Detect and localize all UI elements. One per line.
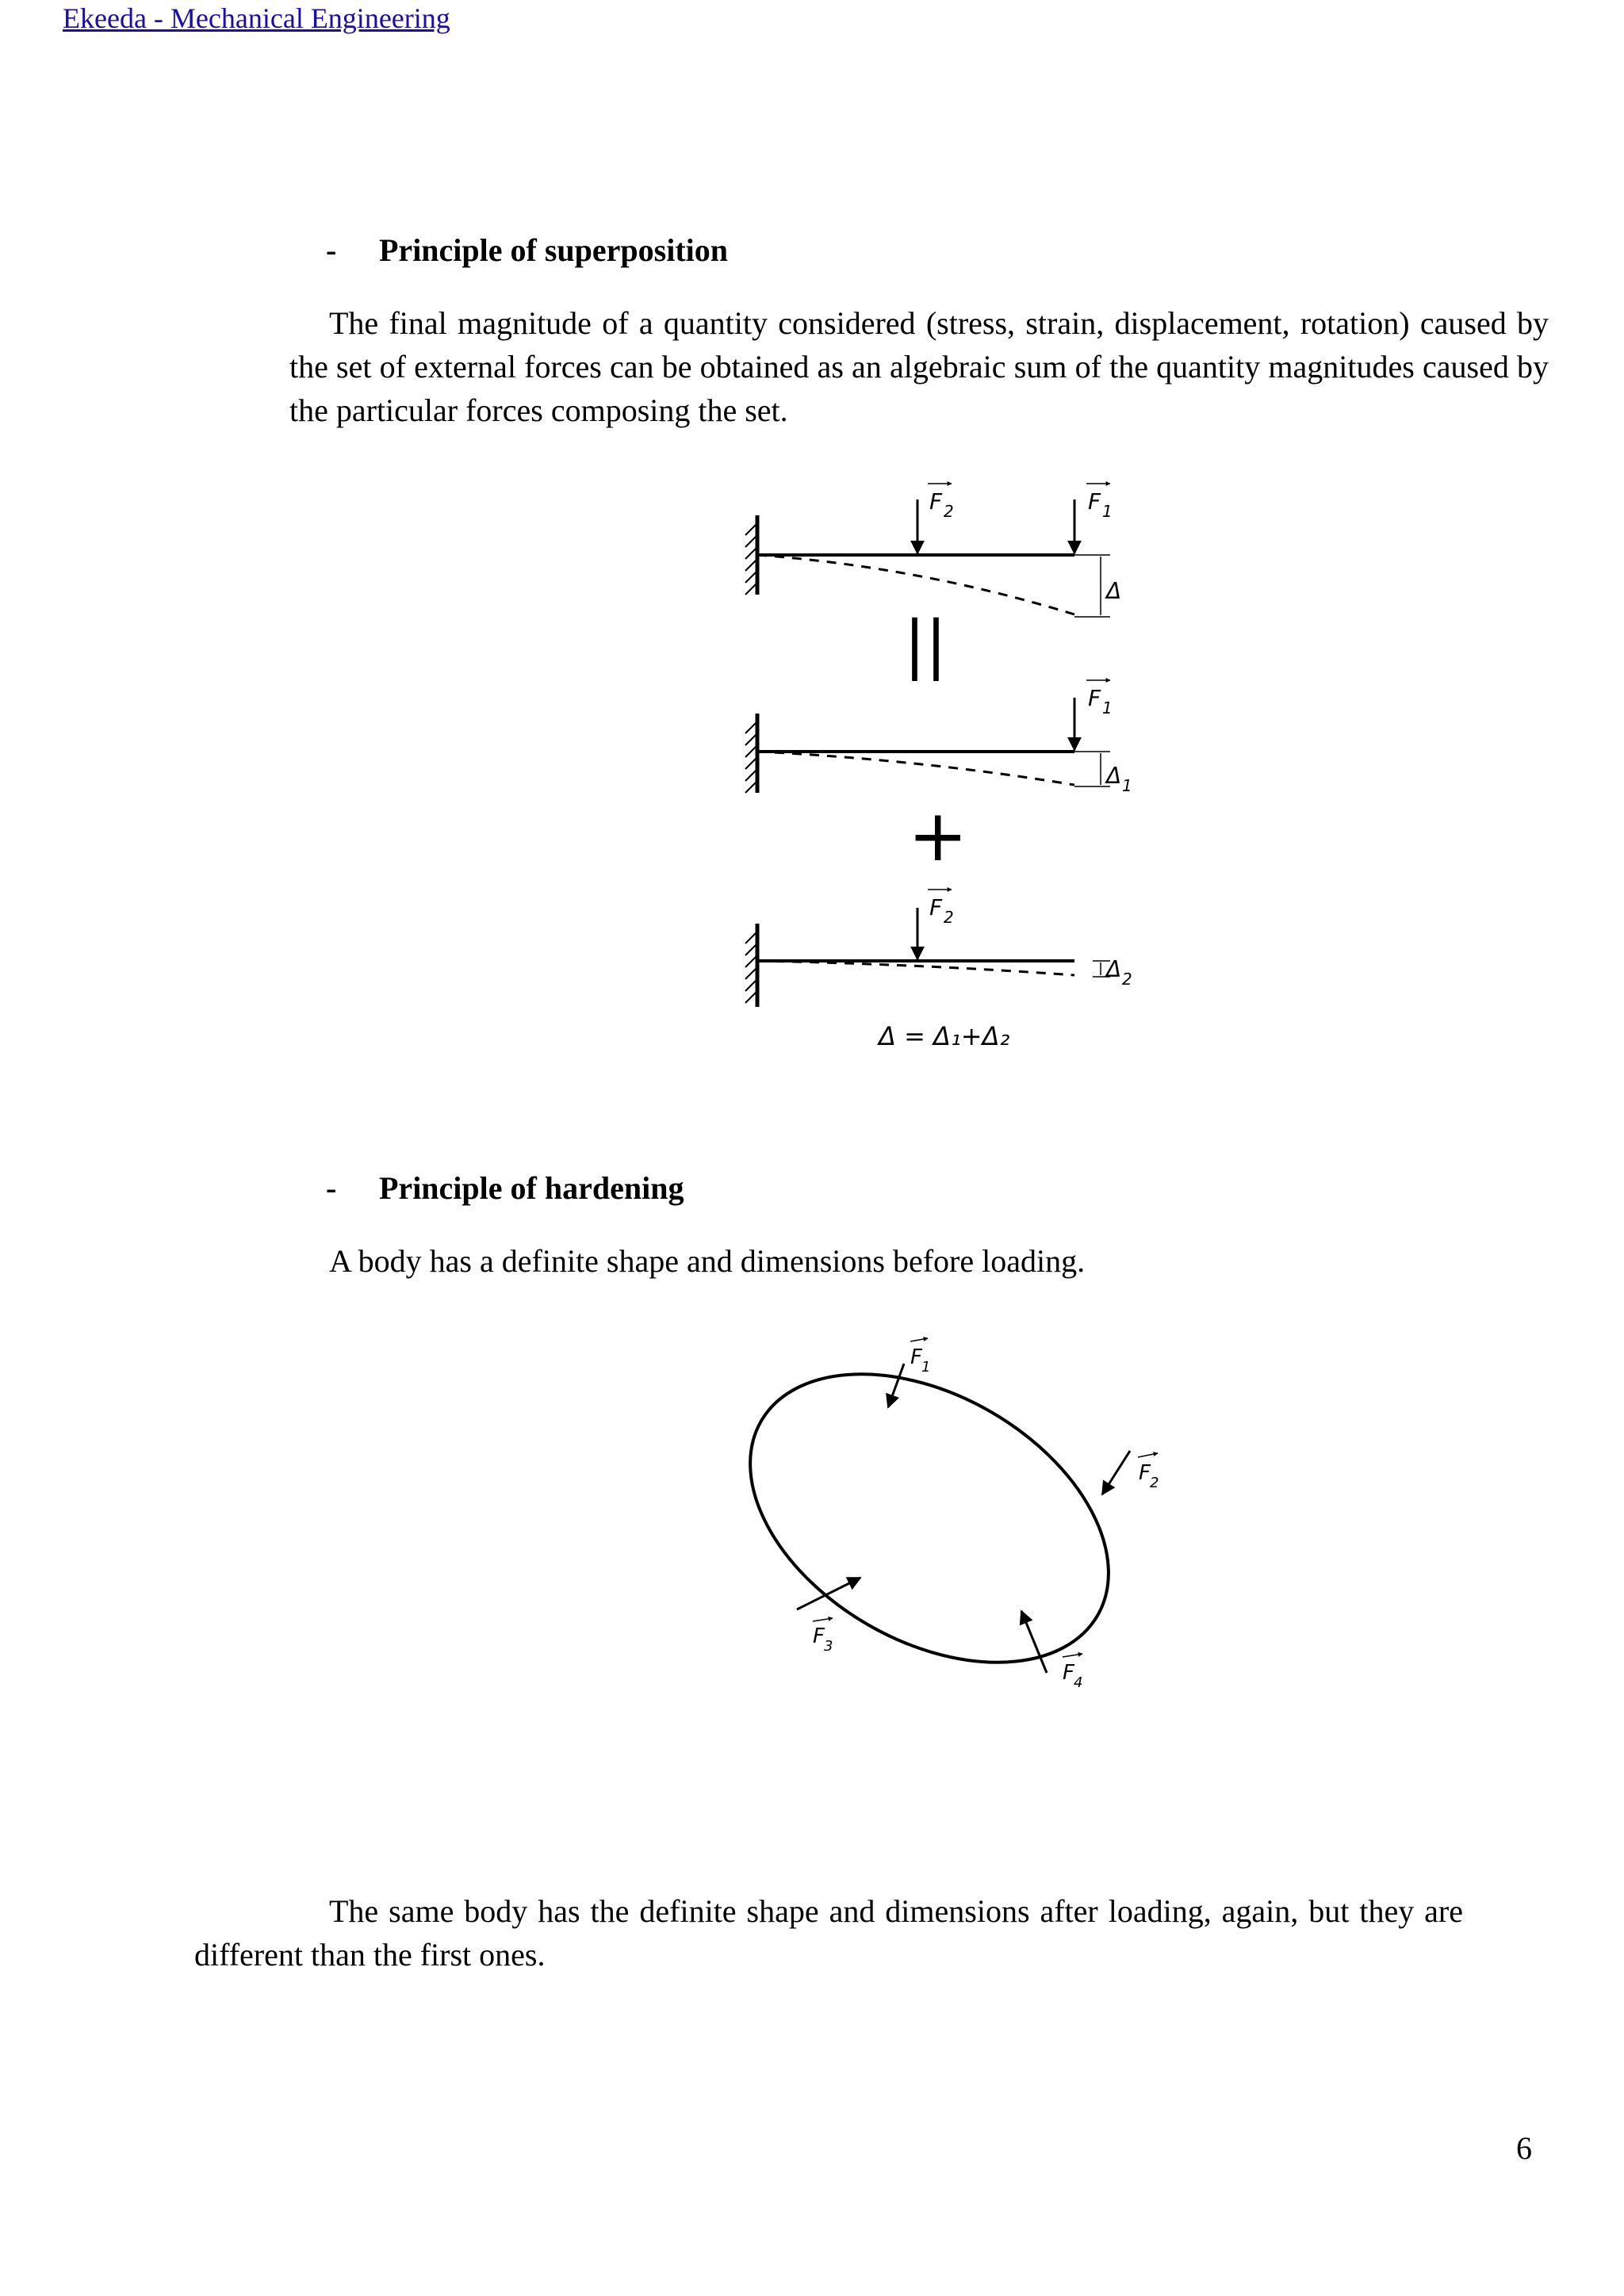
beam-2 — [745, 680, 1132, 795]
beam-3 — [745, 890, 1132, 1007]
section1-heading: Principle of superposition — [379, 232, 729, 268]
equals-sign: || — [904, 607, 947, 681]
plus-sign: + — [908, 794, 968, 878]
label-sub: 1 — [921, 1359, 931, 1376]
label-delta: Δ — [1106, 578, 1122, 604]
header-link[interactable]: Ekeeda - Mechanical Engineering — [63, 2, 450, 34]
label-f: F — [813, 1624, 825, 1648]
label-delta: Δ — [1106, 956, 1122, 982]
label-f: F — [929, 894, 943, 920]
label-f: F — [1088, 488, 1101, 515]
body-outline — [714, 1324, 1159, 1705]
label-f: F — [929, 488, 943, 515]
beam-1 — [745, 484, 1121, 617]
closing-paragraph: The same body has the definite shape and dimensions after loading, again, but they are different than the first ones. — [194, 1893, 1463, 1973]
superposition-figure — [714, 468, 1189, 1070]
label-sub: 3 — [824, 1638, 833, 1655]
label-sub: 2 — [944, 502, 954, 521]
label-f: F — [1063, 1661, 1074, 1685]
hardening-figure — [714, 1324, 1189, 1705]
label-f: F — [910, 1345, 922, 1369]
label-f: F — [1088, 685, 1101, 711]
label-sub: 2 — [1122, 970, 1132, 989]
label-sub: 1 — [1122, 776, 1132, 795]
force-arrow-f1 — [888, 1364, 904, 1407]
force-arrow-f2 — [1102, 1451, 1130, 1494]
label-f: F — [1139, 1461, 1151, 1485]
force-arrow-f3 — [797, 1578, 860, 1609]
label-sub: 2 — [944, 908, 954, 927]
force-arrow-f4 — [1021, 1611, 1047, 1673]
label-delta: Δ — [1106, 763, 1122, 789]
page-number: 6 — [1516, 2130, 1532, 2166]
label-sub: 1 — [1102, 698, 1113, 718]
section2-bullet: - — [326, 1170, 337, 1206]
label-sub: 4 — [1074, 1674, 1083, 1691]
section1-bullet: - — [326, 232, 337, 268]
label-sub: 2 — [1150, 1475, 1159, 1491]
superposition-formula: Δ = Δ₁+Δ₂ — [879, 1021, 1010, 1051]
section2-heading: Principle of hardening — [379, 1170, 684, 1206]
section2-paragraph: A body has a definite shape and dimensions before loading. — [329, 1243, 1086, 1279]
section1-paragraph: The final magnitude of a quantity considered (stress, strain, displacement, rotation) caused by the set of external forces can be obtained as an algebraic sum of the quantity magnitudes caused by the particular forces composing the set. — [289, 305, 1549, 428]
label-sub: 1 — [1102, 502, 1113, 521]
